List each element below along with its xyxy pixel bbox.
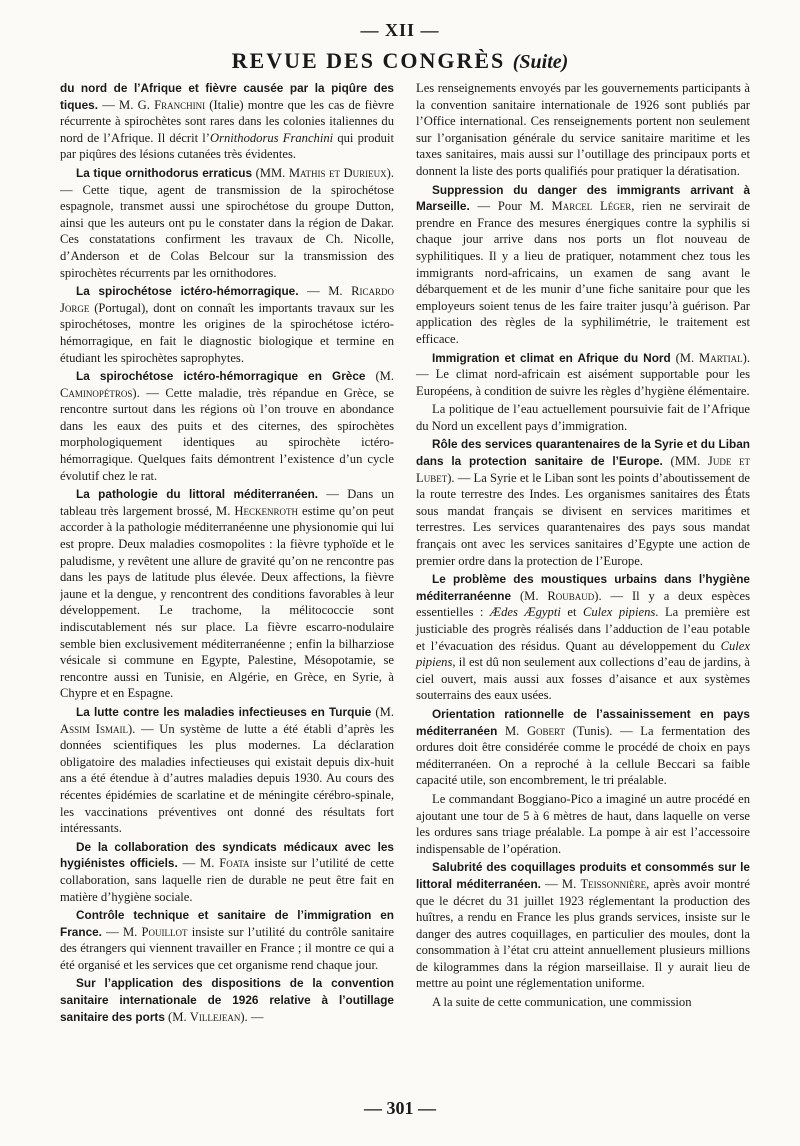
running-title <box>0 48 800 74</box>
paragraph: La spirochétose ictéro-hémorragique en Grèce (M. Caminopétros). — Cette maladie, très répandue en Grèce, se rencontre surtout dans les régions où l’on trouve en abondance dans les eaux des puits et des citernes, des spirochètes morphologiquement identiques au spirochète ictéro-hémorragique. Quelques faits démontrent l’existence d’un cycle évolutif chez le rat. <box>60 369 394 483</box>
paragraph: Contrôle technique et sanitaire de l’immigration en France. — M. Pouillot insiste sur l’utilité du contrôle sanitaire des étrangers qui viennent travailler en France ; il montre ce qui a été organisé et les services que cet organisme rend chaque jour. <box>60 908 394 972</box>
folio-dash-left: — <box>364 1098 387 1118</box>
paragraph: Les renseignements envoyés par les gouvernements participants à la convention sanitaire internationale de 1926 sont publiés par l’Office international. Ces renseignements portent non seulement sur l’organisation générale du service sanitaire maritime et les taxes sanitaires, mais aussi sur l’outillage des principaux ports et donnent la liste des ports qualifiés pour pratiquer la dératisation. <box>416 81 750 178</box>
paragraph: Suppression du danger des immigrants arrivant à Marseille. — Pour M. Marcel Léger, rien ne servirait de prendre en France des mesures énergiques contre la syphilis si chaque jour arrive dans nos ports un flot nouveau de syphilitiques. Il y a lieu de pratiquer, notamment chez tous les immigrants nord-africains, un examen de sang avant le débarquement et de les munir d’une fiche sanitaire pour que les employeurs soient tenus de les faire traiter jusqu’à guérison. Par application des règles de la syphilimétrie, le traitement est efficace. <box>416 182 750 346</box>
folio-number: 301 <box>386 1098 414 1118</box>
paragraph: La politique de l’eau actuellement poursuivie fait de l’Afrique du Nord un excellent pays d’immigration. <box>416 402 750 433</box>
running-title-main: REVUE DES CONGRÈS <box>231 48 506 73</box>
paragraph: Immigration et climat en Afrique du Nord (M. Martial). — Le climat nord-africain est aisément supportable pour les Européens, à condition de suivre les règles d’hygiène élémentaire. <box>416 350 750 398</box>
paragraph: La tique ornithodorus erraticus (MM. Mathis et Durieux). — Cette tique, agent de transmission de la spirochétose espagnole, transmet aussi une spirochétose du groupe Dutton, ainsi que les auteurs ont pu le constater dans la région de Dakar. Ces constatations confirment les travaux de Ch. Nicolle, d’Anderson et de Colas Belcour sur la transmission des spirochètes récurrents par les ornithodores. <box>60 165 394 280</box>
paragraph: Orientation rationnelle de l’assainissement en pays méditerranéen M. Gobert (Tunis). — La fermentation des ordures doit être considérée comme le procédé de choix en pays méditerranéen. On a reproché à la cellule Beccari sa faible capacité utile, son encombrement, le tri préalable. <box>416 706 750 788</box>
right-column <box>416 80 750 1090</box>
paragraph: Salubrité des coquillages produits et consommés sur le littoral méditerranéen. — M. Teissonnière, après avoir montré que le décret du 31 juillet 1923 réglementant la production des huîtres, a rendu en France les plus grands services, insiste sur le danger des autres coquillages, en particulier des moules, dont la consommation à l’état cru atteint annuellement plusieurs millions de kilogrammes dans la région marseillaise. Il y aurait lieu de mettre au point une réglementation uniforme. <box>416 860 750 991</box>
paragraph: La lutte contre les maladies infectieuses en Turquie (M. Assim Ismail). — Un système de lutte a été établi d’après les données scientifiques les plus modernes. La déclaration obligatoire des maladies infectieuses qui existait depuis dix-huit ans a été étendue à d’autres maladies depuis 1930. Au cours des récentes épidémies de scarlatine et de méningite cérébro-spinale, les vaccinations préventives ont donné des résultats fort intéressants. <box>60 704 395 836</box>
paragraph: Rôle des services quarantenaires de la Syrie et du Liban dans la protection sanitaire de l’Europe. (MM. Jude et Lubet). — La Syrie et le Liban sont les points d’aboutissement de la route terrestre des Indes. Les organismes sanitaires des États sous mandat français se divisent en services maritimes et terrestres. Les services quarantenaires des pays sous mandat français ont avec les services sanitaires d’Egypte une action de premier ordre dans la protection de l’Europe. <box>416 437 750 568</box>
folio-dash-right: — <box>413 1098 436 1118</box>
folio <box>0 1098 800 1119</box>
paragraph: La pathologie du littoral méditerranéen. — Dans un tableau très largement brossé, M. Heckenroth estime qu’on peut accorder à la pathologie méditerranéenne une physionomie qui lui est propre. Deux maladies cosmopolites : la fièvre typhoïde et le paludisme, y revêtent une allure de gravité qu’on ne rencontre pas dans les pays de latitude plus élevée. Deux affections, la fièvre jaune et la dengue, y rencontrent des conditions favorables à leur développement. Le trachome, la mélitococcie sont indiscutablement nés sur place. La fièvre escarro-nodulaire semble bien exclusivement méditerranéenne ; enfin la bilharziose vésicale si commune en Egypte, Palestine, Mésopotamie, se rencontre aussi en Tunisie, en Algérie, en Grèce, en Syrie, à Chypre et en Espagne. <box>60 487 394 701</box>
paragraph: Sur l’application des dispositions de la convention sanitaire internationale de 1926 relative à l’outillage sanitaire des ports (M. Villejean). — <box>60 976 394 1024</box>
paragraph: du nord de l’Afrique et fièvre causée par la piqûre des tiques. — M. G. Franchini (Italie) montre que les cas de fièvre récurrente à spirochètes sont rares dans les colonies italiennes du nord de l’Afrique. Il décrit l’Ornithodorus Franchini qui produit par piqûres des lésions cutanées très évidentes. <box>60 81 394 162</box>
text-columns <box>60 80 750 1090</box>
running-title-suite: (Suite) <box>512 51 569 73</box>
left-column <box>60 80 394 1090</box>
paragraph: La spirochétose ictéro-hémorragique. — M. Ricardo Jorge (Portugal), dont on connaît les importants travaux sur les spirochétoses, montre les origines de la spirochétose ictéro-hémorragique, en fait le diagnostic biologique et termine en étudiant les spirochètes saprophytes. <box>60 284 394 365</box>
paragraph: A la suite de cette communication, une commission <box>432 995 692 1010</box>
page-number: — XII — <box>360 20 440 40</box>
paragraph: De la collaboration des syndicats médicaux avec les hygiénistes officiels. — M. Foata insiste sur l’utilité de cette collaboration, sans laquelle rien de durable ne peut être fait en matière d’hygiène sociale. <box>60 839 394 904</box>
paragraph: Le commandant Boggiano-Pico a imaginé un autre procédé en ajoutant une tour de 5 à 6 mètres de haut, dans laquelle on verse les ordures sans triage préalable. La pompe à air est l’accessoire indispensable de l’opération. <box>416 791 750 856</box>
paragraph: Le problème des moustiques urbains dans l’hygiène méditerranéenne (M. Roubaud). — Il y a deux espèces essentielles : Ædes Ægypti et Culex pipiens. La première est justiciable des progrès réalisés dans l’adduction de l’eau potable et l’évacuation des résidus. Quant au développement du Culex pipiens, il est dû non seulement aux collections d’eau de jardins, à ciel ouvert, mais aussi aux fosses d’aisance et aux systèmes souterrains des eaux usées. <box>416 572 750 703</box>
